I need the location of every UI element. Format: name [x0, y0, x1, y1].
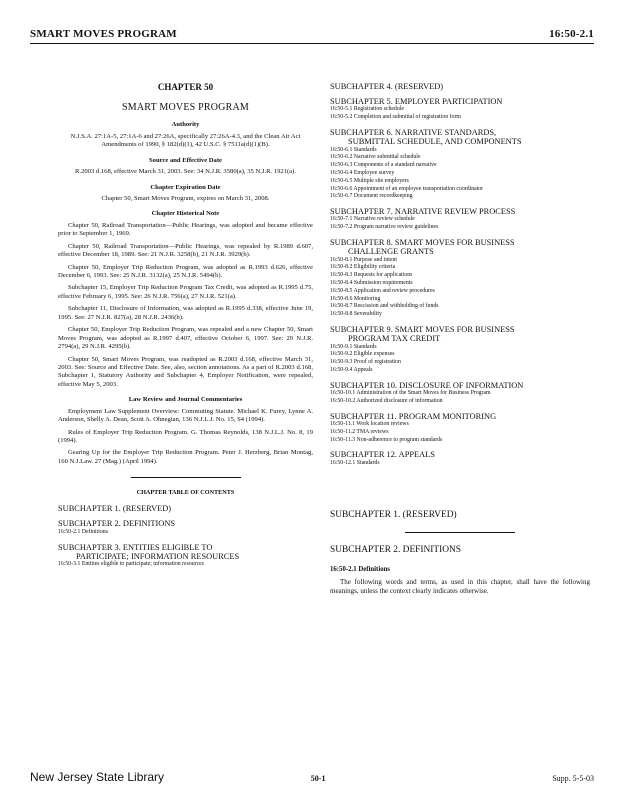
subchapter-2-heading: SUBCHAPTER 2. DEFINITIONS — [330, 545, 461, 556]
source-text: R.2003 d.168, effective March 31, 2003. See: 34 N.J.R. 3580(a), 35 N.J.R. 1921(a). — [75, 168, 296, 176]
toc-subchapter — [330, 238, 590, 319]
toc-subchapter-title: SUBCHAPTER 12. APPEALS — [330, 450, 435, 460]
history-note: Chapter 50, Employer Trip Reduction Program, was repealed and a new Chapter 50, Smart Moves Program, was adopted as R.1997 d.407, effective October 6, 1997. See: 29 N.J.R. 2794(a), 29 N.J.R. 4295(b). — [58, 326, 313, 351]
toc-subchapter — [330, 207, 590, 232]
law-review-note: Employment Law Supplement Overview: Commuting Statute. Michael K. Furey, Lynne A. Anderson, Shelly A. Dean, Scott A. Ohnegian, 136 N.J.L.J. No. 15, S4 (1994). — [58, 407, 313, 424]
toc-section-entry: 16:50-3.1 Entities eligible to participate; information resources — [58, 561, 205, 567]
toc-section-entry: 16:50-8.8 Severability — [330, 311, 382, 318]
toc-section-entry: 16:50-8.4 Submission requirements — [330, 280, 413, 287]
source-heading: Source and Effective Date — [149, 156, 222, 164]
section-divider — [131, 477, 241, 478]
toc-subchapter — [330, 325, 590, 375]
toc-section-entry: 16:50-6.1 Standards — [330, 146, 377, 153]
toc-section-entry: 16:50-6.7 Document recordkeeping — [330, 193, 413, 200]
subchapter-1-heading: SUBCHAPTER 1. (RESERVED) — [330, 510, 457, 521]
history-note: Subchapter 11, Disclosure of Information, was adopted as R.1995 d.338, effective June 19, 1995. See: 27 N.J.R. 827(a), 28 N.J.R. 2436(b). — [58, 305, 313, 321]
history-notes — [58, 222, 313, 389]
library-watermark: New Jersey State Library — [30, 770, 165, 784]
header-section-number: 16:50-2.1 — [549, 28, 594, 40]
toc-heading: CHAPTER TABLE OF CONTENTS — [136, 489, 235, 497]
authority-heading: Authority — [171, 121, 200, 129]
toc-section-entry: 16:50-11.1 Work location reviews — [330, 420, 409, 427]
history-heading: Chapter Historical Note — [151, 210, 220, 218]
toc-section-entry: 16:50-8.6 Monitoring — [330, 295, 381, 302]
toc-subchapter — [330, 450, 590, 467]
chapter-number: CHAPTER 50 — [157, 82, 214, 92]
toc-section-entry: 16:50-5.1 Registration schedule — [330, 106, 404, 113]
toc-section-entry: 16:50-8.2 Eligibility criteria — [330, 264, 396, 271]
law-review-heading: Law Review and Journal Commentaries — [128, 396, 243, 404]
toc-section-entry: 16:50-6.6 Appointment of an employee transportation coordinator — [330, 185, 484, 192]
toc-subchapter-title-continued: PARTICIPATE; INFORMATION RESOURCES — [76, 551, 240, 561]
toc-subchapter-title: SUBCHAPTER 3. ENTITIES ELIGIBLE TO — [58, 542, 213, 552]
toc-subchapter — [330, 97, 590, 122]
toc-subchapter-title: SUBCHAPTER 5. EMPLOYER PARTICIPATION — [330, 97, 503, 107]
expiration-text: Chapter 50, Smart Moves Program, expires on March 31, 2008. — [101, 194, 270, 202]
toc-subchapter-title-continued: CHALLENGE GRANTS — [348, 247, 434, 257]
toc-section-entry: 16:50-6.5 Multiple site employers — [330, 177, 409, 184]
history-note: Chapter 50, Employer Trip Reduction Program, was adopted as R.1993 d.626, effective December 6, 1993. See: 25 N.J.R. 3132(a), 25 N.J.R. 5494(b). — [58, 263, 313, 279]
toc-section-entry: 16:50-7.1 Narrative review schedule — [330, 216, 415, 223]
toc-section-entry: 16:50-10.2 Authorized disclosure of information — [330, 397, 443, 404]
toc-section-entry: 16:50-9.3 Proof of registration — [330, 359, 401, 366]
toc-section-entry: 16:50-9.2 Eligible expenses — [330, 351, 395, 358]
toc-subchapter-title: SUBCHAPTER 6. NARRATIVE STANDARDS, — [330, 128, 497, 138]
toc-section-entry: 16:50-9.1 Standards — [330, 343, 377, 350]
toc-section-entry: 16:50-8.3 Requests for applications — [330, 272, 413, 279]
toc-subchapter — [58, 543, 313, 569]
left-column — [58, 82, 313, 575]
toc-subchapter — [58, 504, 313, 513]
toc-section-entry: 16:50-8.5 Application and review procedures — [330, 287, 435, 294]
toc-subchapter-title: SUBCHAPTER 2. DEFINITIONS — [58, 519, 176, 529]
toc-section-entry: 16:50-8.7 Rescission and withholding of funds — [330, 303, 439, 310]
header-title: SMART MOVES PROGRAM — [30, 28, 177, 40]
toc-subchapter-title: SUBCHAPTER 1. (RESERVED) — [58, 504, 172, 514]
toc-section-entry: 16:50-6.4 Employee survey — [330, 170, 395, 176]
toc-subchapter — [330, 128, 590, 201]
law-review-notes — [58, 408, 313, 467]
toc-section-entry: 16:50-7.2 Program narrative review guidelines — [330, 224, 439, 231]
history-note: Chapter 50, Railroad Transportation—Public Hearings, was repealed by R.1989 d.607, effective December 18, 1989. See: 21 N.J.R. 3258(b), 21 N.J.R. 3929(b). — [58, 242, 313, 259]
section-divider — [405, 532, 515, 533]
toc-section-entry: 16:50-2.1 Definitions — [58, 528, 108, 535]
toc-section-entry: 16:50-11.2 TMA reviews — [330, 428, 389, 435]
toc-subchapter-title: SUBCHAPTER 4. (RESERVED) — [330, 82, 444, 91]
toc-section-entry: 16:50-9.4 Appeals — [330, 366, 373, 373]
law-review-note: Gearing Up for the Employer Trip Reduction Program. Peter J. Herzberg, Brian Montag, 160 N.J.Law. 27 (Mag.) (April 1994). — [58, 449, 313, 465]
toc-section-entry: 16:50-6.3 Components of a standard narrative — [330, 162, 437, 169]
right-column — [330, 82, 590, 596]
history-note: Chapter 50, Railroad Transportation—Public Hearings, was adopted and became effective prior to September 1, 1969. — [58, 221, 313, 238]
toc-subchapter-title: SUBCHAPTER 7. NARRATIVE REVIEW PROCESS — [330, 207, 516, 217]
supplement-date: Supp. 5-5-03 — [552, 774, 594, 783]
toc-subchapter — [330, 82, 590, 91]
chapter-name: SMART MOVES PROGRAM — [122, 101, 249, 113]
toc-subchapter-title-continued: SUBMITTAL SCHEDULE, AND COMPONENTS — [348, 137, 522, 147]
definitions-section-heading: 16:50-2.1 Definitions — [330, 566, 391, 574]
running-header — [30, 28, 594, 44]
toc-section-entry: 16:50-5.2 Completion and submittal of registration form — [330, 114, 461, 121]
toc-section-entry: 16:50-12.1 Standards — [330, 459, 380, 466]
authority-text: N.J.S.A. 27:1A-5, 27:1A-6 and 27:26A, specifically 27:26A-4.3, and the Clean Air Act Amendments of 1990, § 182(d)(1), 42 U.S.C. § 7511a(d)(1)(B). — [70, 132, 301, 149]
definitions-intro-text: The following words and terms, as used in this chapter, shall have the following meanings, unless the context clearly indicates otherwise. — [330, 578, 590, 596]
toc-subchapter — [330, 412, 590, 445]
toc-section-entry: 16:50-11.3 Non-adherence to program standards — [330, 436, 443, 443]
toc-subchapter-title-continued: PROGRAM TAX CREDIT — [348, 334, 441, 344]
table-of-contents-right — [330, 82, 590, 467]
toc-subchapter-title: SUBCHAPTER 11. PROGRAM MONITORING — [330, 411, 497, 421]
page-footer — [30, 770, 594, 784]
toc-subchapter — [58, 519, 313, 536]
toc-subchapter-title: SUBCHAPTER 8. SMART MOVES FOR BUSINESS — [330, 238, 515, 248]
toc-subchapter-title: SUBCHAPTER 10. DISCLOSURE OF INFORMATION — [330, 380, 524, 390]
table-of-contents-left — [58, 504, 313, 569]
toc-section-entry: 16:50-6.2 Narrative submittal schedule — [330, 154, 421, 161]
history-note: Subchapter 15, Employer Trip Reduction Program Tax Credit, was adopted as R.1995 d.75, effective February 6, 1995. See: 26 N.J.R. 756(a), 27 N.J.R. 521(a). — [58, 284, 313, 300]
page-number: 50-1 — [310, 774, 326, 783]
toc-subchapter-title: SUBCHAPTER 9. SMART MOVES FOR BUSINESS — [330, 325, 515, 335]
history-note: Chapter 50, Smart Moves Program, was readopted as R.2003 d.168, effective March 31, 2003. See: Source and Effective Date. See, also, section annotations. As a part of R.2003 d.168, Subchapter 1, Statutory Authority and Subchapter 4, Employer Notification, were repealed, effective May 5, 2003. — [58, 355, 313, 388]
toc-subchapter — [330, 381, 590, 406]
expiration-heading: Chapter Expiration Date — [150, 183, 221, 191]
toc-section-entry: 16:50-8.1 Purpose and intent — [330, 256, 397, 263]
law-review-note: Rules of Employer Trip Reduction Program. G. Thomas Reynolds, 138 N.J.L.J. No. 8, 19 (1994). — [58, 428, 313, 444]
toc-section-entry: 16:50-10.1 Administration of the Smart Moves for Business Program — [330, 390, 491, 397]
